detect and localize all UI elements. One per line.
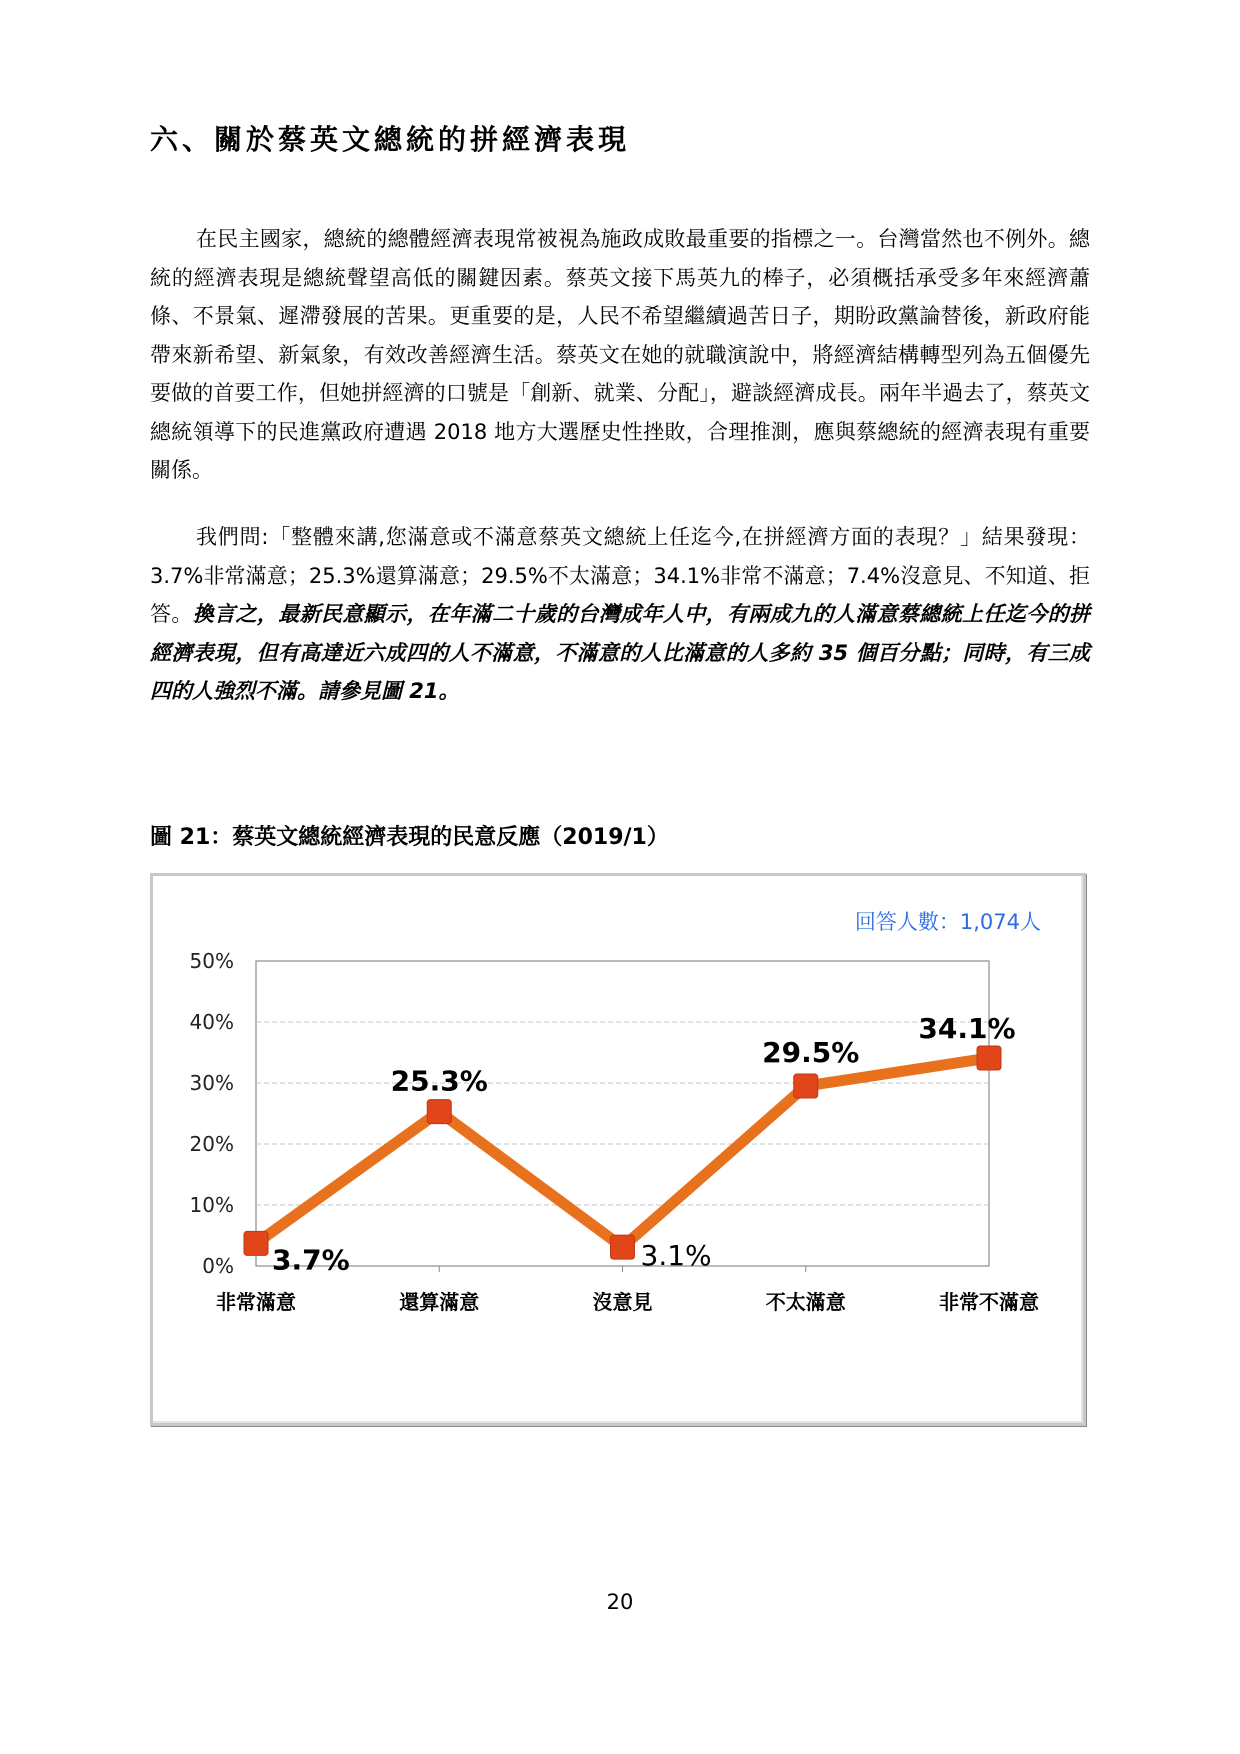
paragraph-2-plain: 我們問:「整體來講,您滿意或不滿意蔡英文總統上任迄今,在拼經濟方面的表現？」結果發現：3.7%非常滿意；25.3%還算滿意；29.5%不太滿意；34.1%非常不滿意；7.4%沒意見、不知道、拒答。	[150, 525, 1090, 626]
x-tick-label: 沒意見	[592, 1290, 653, 1314]
data-point-marker	[611, 1235, 635, 1259]
data-label: 29.5%	[762, 1036, 860, 1070]
plot-area	[256, 961, 989, 1266]
data-point-marker	[977, 1046, 1001, 1070]
data-label: 3.1%	[640, 1239, 712, 1273]
y-tick-label: 50%	[189, 949, 234, 973]
y-tick-label: 10%	[189, 1193, 234, 1217]
x-tick-label: 還算滿意	[399, 1290, 480, 1314]
data-label: 25.3%	[390, 1064, 488, 1098]
series-line	[256, 1058, 989, 1247]
chart-frame	[150, 873, 1086, 1426]
data-point-marker	[244, 1231, 268, 1255]
paragraph-1: 在民主國家，總統的總體經濟表現常被視為施政成敗最重要的指標之一。台灣當然也不例外。總統的經濟表現是總統聲望高低的關鍵因素。蔡英文接下馬英九的棒子，必須概括承受多年來經濟蕭條、不景氣、遲滯發展的苦果。更重要的是，人民不希望繼續過苦日子，期盼政黨論替後，新政府能帶來新希望、新氣象，有效改善經濟生活。蔡英文在她的就職演說中，將經濟結構轉型列為五個優先要做的首要工作，但她拼經濟的口號是「創新、就業、分配」，避談經濟成長。兩年半過去了，蔡英文總統領導下的民進黨政府遭遇 2018 地方大選歷史性挫敗，合理推測，應與蔡總統的經濟表現有重要關係。	[150, 227, 1090, 482]
paragraph-2	[150, 518, 1090, 711]
y-tick-label: 0%	[202, 1254, 234, 1278]
y-tick-label: 40%	[189, 1010, 234, 1034]
data-point-marker	[794, 1074, 818, 1098]
paragraph-2-emphasis: 換言之，最新民意顯示，在年滿二十歲的台灣成年人中，有兩成九的人滿意蔡總統上任迄今的拼經濟表現，但有高達近六成四的人不滿意，不滿意的人比滿意的人多約 35 個百分點；同時，有三成四的人強烈不滿。請參見圖 21。	[150, 602, 1091, 703]
x-tick-label: 不太滿意	[765, 1290, 846, 1314]
line-chart	[153, 876, 1083, 1423]
y-tick-label: 20%	[189, 1132, 234, 1156]
x-tick-label: 非常不滿意	[939, 1290, 1039, 1314]
data-label: 3.7%	[272, 1243, 350, 1277]
figure-caption: 圖 21：蔡英文總統經濟表現的民意反應（2019/1）	[150, 825, 669, 850]
respondent-count: 回答人數：1,074人	[854, 910, 1041, 934]
page-number: 20	[606, 1590, 634, 1614]
data-point-marker	[427, 1100, 451, 1124]
y-tick-label: 30%	[189, 1071, 234, 1095]
x-tick-label: 非常滿意	[216, 1290, 296, 1314]
data-label: 34.1%	[918, 1011, 1016, 1045]
section-heading: 六、關於蔡英文總統的拼經濟表現	[150, 123, 631, 156]
